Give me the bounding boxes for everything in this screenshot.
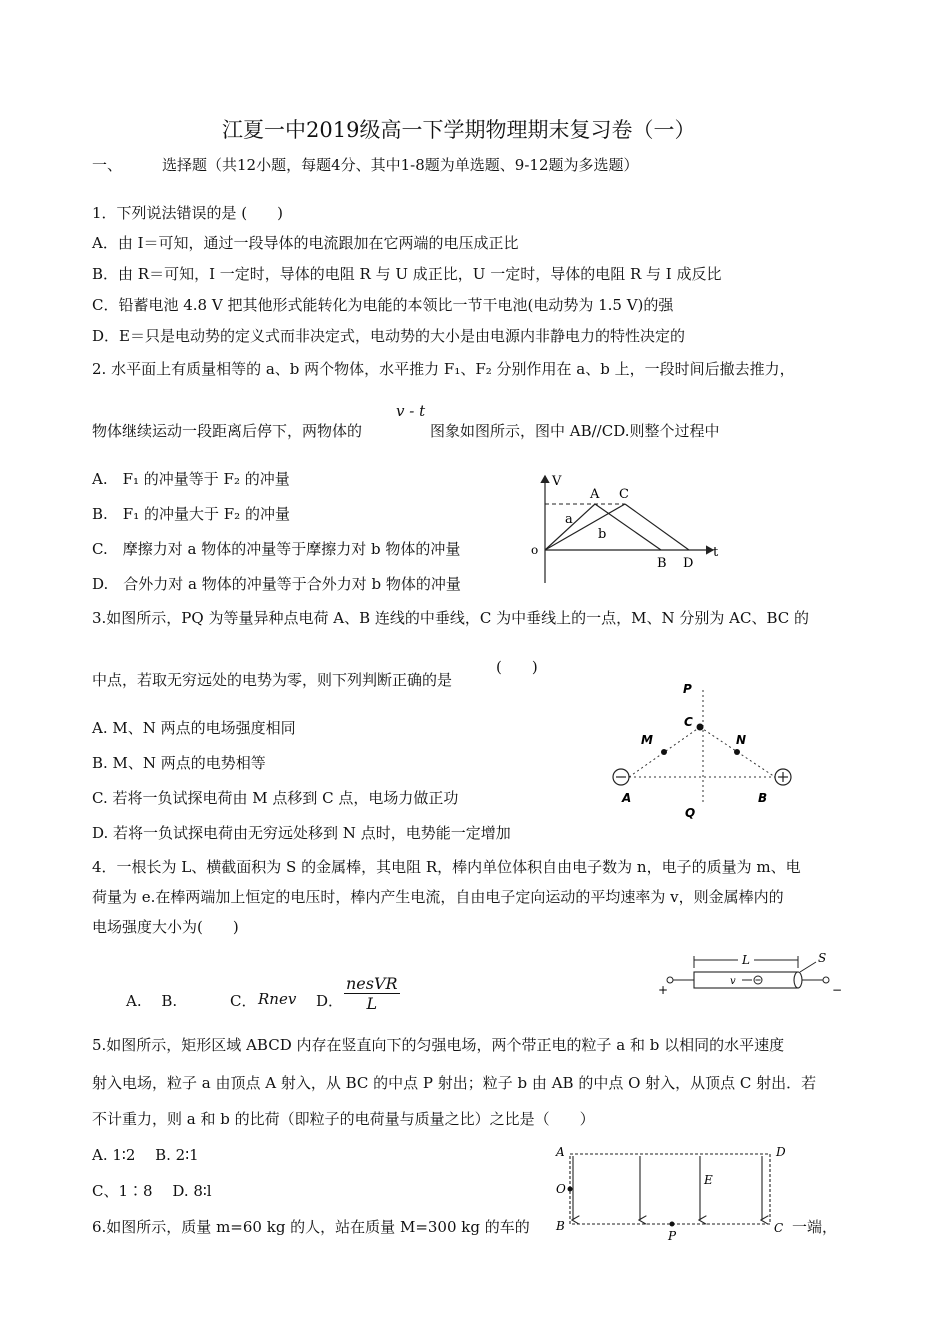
q4-options-ab: A. B. (126, 992, 178, 1010)
q3-option-b: B. M、N 两点的电势相等 (92, 754, 266, 772)
q3-option-a: A. M、N 两点的电场强度相同 (92, 719, 296, 737)
point-c (697, 724, 704, 731)
fig-label-C: C (619, 487, 629, 502)
q4-option-d-numerator: nesVR (346, 974, 398, 993)
q1-option-a: A．由 I＝可知，通过一段导体的电流跟加在它两端的电压成正比 (92, 234, 519, 252)
point-P (670, 1222, 675, 1227)
section-leader-line (800, 962, 816, 972)
q2-vt-figure (525, 468, 725, 588)
fig-label-A: A (590, 487, 600, 502)
label-P: P (683, 682, 692, 696)
q2-option-a: A. F₁ 的冲量等于 F₂ 的冲量 (92, 470, 290, 488)
fig-label-v: V (552, 474, 562, 489)
label-v: v (730, 976, 736, 987)
field-rectangle (570, 1154, 770, 1224)
q2-option-b: B. F₁ 的冲量大于 F₂ 的冲量 (92, 505, 290, 523)
q4-option-d-fraction (344, 974, 400, 1013)
fig-label-B: B (657, 556, 667, 571)
label-S: S (818, 951, 827, 965)
q2-stem-line2b: 图象如图所示，图中 AB//CD.则整个过程中 (430, 422, 720, 440)
q2-vt-symbol: v - t (396, 402, 426, 420)
q5-field-figure (548, 1144, 808, 1244)
label-E: E (704, 1173, 713, 1187)
fig-label-t: t (713, 545, 719, 560)
point-n (734, 749, 740, 755)
label-M: M (641, 733, 653, 747)
q4-line3: 电场强度大小为( ) (92, 918, 239, 936)
q3-option-d: D. 若将一负试探电荷由无穷远处移到 N 点时，电势能一定增加 (92, 824, 511, 842)
section-number: 一、 (92, 156, 123, 174)
q3-charge-figure (605, 680, 805, 820)
q3-option-c: C. 若将一负试探电荷由 M 点移到 C 点，电场力做正功 (92, 789, 459, 807)
q5-line3: 不计重力，则 a 和 b 的比荷（即粒子的电荷量与质量之比）之比是（ ） (92, 1110, 595, 1128)
q5-options-ab: A. 1∶2 B. 2∶1 (92, 1146, 199, 1164)
q2-stem-line1: 2. 水平面上有质量相等的 a、b 两个物体，水平推力 F₁、F₂ 分别作用在 a、b 上，一段时间后撤去推力， (92, 360, 795, 378)
q4-option-c-label: C． (230, 992, 257, 1010)
q1-stem: 1．下列说法错误的是 ( ) (92, 204, 284, 222)
q2-stem-line2a: 物体继续运动一段距离后停下，两物体的 (92, 422, 363, 440)
q1-option-d: D．E＝只是电动势的定义式而非决定式，电动势的大小是由电源内非静电力的特性决定的 (92, 327, 685, 345)
label-D: D (776, 1145, 786, 1159)
q1-option-c: C．铅蓄电池 4.8 V 把其他形式能转化为电能的本领比一节干电池(电动势为 1.5 V)的强 (92, 296, 674, 314)
fig-label-a: a (565, 512, 573, 527)
line-b-rise (545, 504, 625, 550)
rod-end-cap (794, 972, 802, 988)
q2-option-c: C. 摩擦力对 a 物体的冲量等于摩擦力对 b 物体的冲量 (92, 540, 461, 558)
fig-label-b: b (598, 527, 607, 542)
q4-line2: 荷量为 e.在棒两端加上恒定的电压时，棒内产生电流，自由电子定向运动的平均速率为 v，则金属棒内的 (92, 888, 784, 906)
fig-label-o: o (531, 543, 539, 557)
line-a-rise (545, 504, 595, 550)
q6-stem: 6.如图所示，质量 m=60 kg 的人，站在质量 M=300 kg 的车的 (92, 1218, 530, 1236)
q3-answer-paren: ( ) (496, 658, 538, 676)
line-b-fall (625, 504, 689, 550)
label-C: C (774, 1221, 784, 1235)
q3-stem-line1: 3.如图所示，PQ 为等量异种点电荷 A、B 连线的中垂线，C 为中垂线上的一点，M、N 分别为 AC、BC 的 (92, 609, 809, 627)
label-O: O (556, 1182, 566, 1196)
section-heading: 选择题（共12小题，每题4分、其中1-8题为单选题、9-12题为多选题） (162, 156, 639, 174)
label-P: P (668, 1229, 677, 1243)
label-Q: Q (685, 806, 696, 820)
q5-options-cd: C、1∶8 D. 8∶l (92, 1182, 212, 1200)
q4-option-d-label: D． (316, 992, 344, 1010)
fig-label-D: D (683, 556, 694, 571)
label-L: L (742, 953, 750, 967)
q6-stem-tail: 一端， (792, 1218, 838, 1236)
q5-line1: 5.如图所示，矩形区域 ABCD 内存在竖直向下的匀强电场，两个带正电的粒子 a 和 b 以相同的水平速度 (92, 1036, 785, 1054)
right-terminal (823, 977, 829, 983)
page-title: 江夏一中2019级高一下学期物理期末复习卷（一） (222, 118, 696, 142)
point-O (568, 1187, 573, 1192)
label-C: C (684, 715, 693, 729)
label-plus: + (658, 983, 669, 997)
q4-option-c-value: Rnev (258, 990, 297, 1008)
label-B: B (758, 791, 768, 805)
q5-line2: 射入电场，粒子 a 由顶点 A 射入，从 BC 的中点 P 射出；粒子 b 由 AB 的中点 O 射入，从顶点 C 射出．若 (92, 1074, 817, 1092)
label-N: N (736, 733, 747, 747)
q4-option-d-denominator: L (366, 994, 378, 1013)
q4-rod-figure (658, 952, 848, 1002)
label-A: A (622, 791, 632, 805)
q4-line1: 4．一根长为 L、横截面积为 S 的金属棒，其电阻 R，棒内单位体积自由电子数为 n，电子的质量为 m、电 (92, 858, 801, 876)
label-A: A (556, 1145, 565, 1159)
label-minus: − (832, 983, 843, 997)
q3-stem-line2: 中点，若取无穷远处的电势为零，则下列判断正确的是 (92, 671, 453, 689)
point-m (661, 749, 667, 755)
q2-option-d: D. 合外力对 a 物体的冲量等于合外力对 b 物体的冲量 (92, 575, 461, 593)
label-B: B (556, 1219, 565, 1233)
q1-option-b: B．由 R＝可知，I 一定时，导体的电阻 R 与 U 成正比，U 一定时，导体的电阻 R 与 I 成反比 (92, 265, 722, 283)
